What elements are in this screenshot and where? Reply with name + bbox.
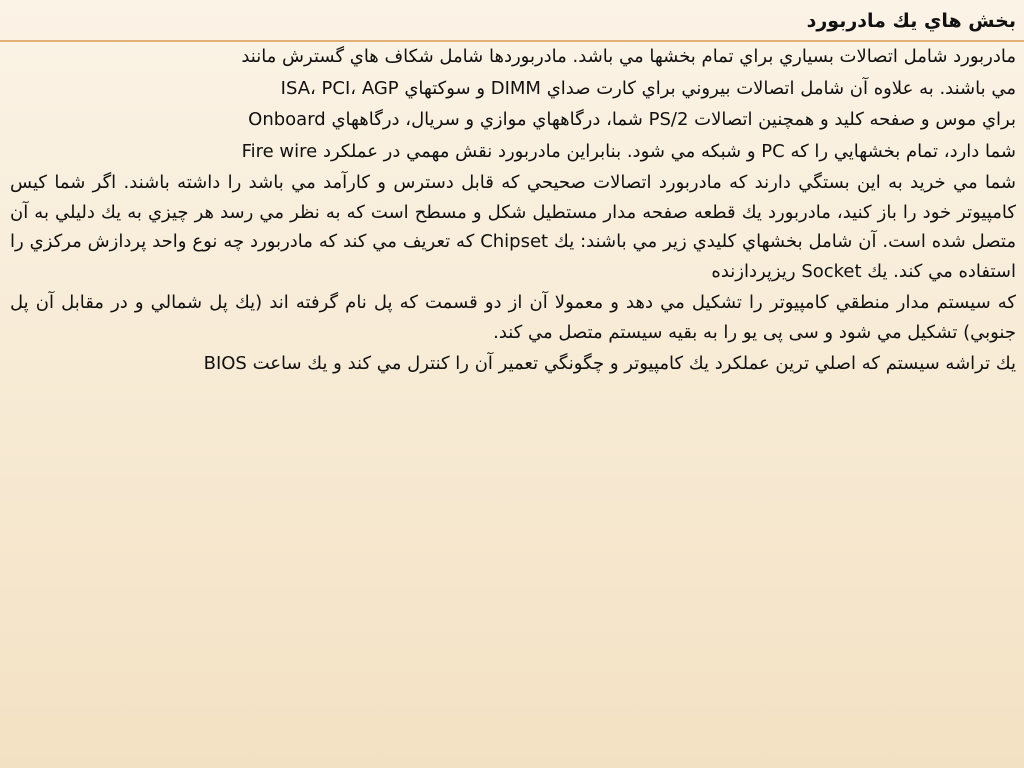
slide-content xyxy=(10,6,1016,379)
paragraph-3: براي موس و صفحه كليد و همچنين اتصالات PS/2 شما، درگاههاي موازي و سريال، درگاههاي Onboard xyxy=(248,109,1016,130)
slide-title: بخش هاي يك مادربورد xyxy=(806,10,1016,32)
paragraph-5: شما مي خريد به اين بستگي دارند كه مادربورد اتصالات صحيحي كه قابل دسترس و كارآمد مي باشد را داشته باشند. اگر شما كيس كامپيوتر خود را باز كنيد، مادربورد يك قطعه صفحه مدار مستطيل شكل و مسطح است كه به نظر مي رسد هر چيزي به يك دليلي به آن متصل شده است. آن شامل بخشهاي كليدي زير مي باشند: يك Chipset كه تعريف مي كند كه مادربورد چه نوع واحد پردازش مركزي را استفاده مي كند. يك Socket ريزپردازنده xyxy=(10,172,1016,282)
paragraph-2: مي باشند. به علاوه آن شامل اتصالات بيروني براي كارت صداي DIMM و سوكتهاي ISA، PCI، AGP xyxy=(280,77,1016,99)
paragraph-4: شما دارد، تمام بخشهايي را كه PC و شبكه مي شود. بنابراين مادربورد نقش مهمي در عملكرد Fire wire xyxy=(241,140,1016,162)
paragraph-6: كه سيستم مدار منطقي كامپيوتر را تشكيل مي دهد و معمولا آن از دو قسمت كه پل نام گرفته اند (يك پل شمالي و در مقابل آن پل جنوبي) تشكيل مي شود و سی پی یو را به بقيه سيستم متصل مي كند. xyxy=(10,292,1016,343)
paragraph-7: يك تراشه سيستم كه اصلي ترين عملكرد يك كامپيوتر و چگونگي تعمير آن را كنترل مي كند و يك ساعت BIOS xyxy=(203,353,1016,374)
paragraph-1: مادربورد شامل اتصالات بسياري براي تمام بخشها مي باشد. مادربوردها شامل شكاف هاي گسترش مانند xyxy=(241,46,1016,67)
